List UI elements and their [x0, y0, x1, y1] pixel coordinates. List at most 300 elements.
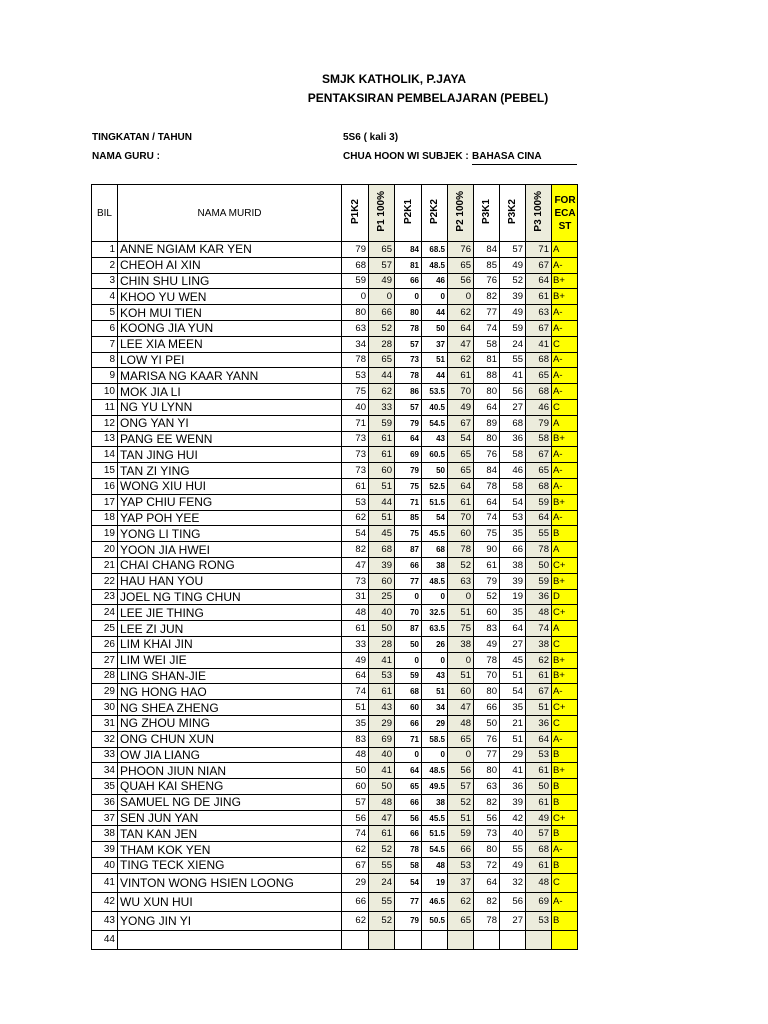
p2k2-cell: 46.5	[422, 892, 448, 911]
p1k2-cell: 63	[342, 320, 369, 336]
p1k2-cell: 73	[342, 573, 369, 589]
p2k2-cell: 52.5	[422, 478, 448, 494]
p3k1-cell: 64	[474, 873, 500, 892]
p2k1-cell: 64	[395, 431, 422, 447]
row-bil: 23	[92, 589, 118, 605]
p3-100-cell: 57	[526, 826, 552, 842]
student-name: LOW YI PEI	[118, 352, 342, 368]
table-row	[92, 494, 578, 510]
p1k2-cell: 68	[342, 257, 369, 273]
table-row	[92, 700, 578, 716]
p3k1-cell	[474, 930, 500, 949]
p2-100-cell	[448, 930, 474, 949]
student-name: VINTON WONG HSIEN LOONG	[118, 873, 342, 892]
assessment-title: PENTAKSIRAN PEMBELAJARAN (PEBEL)	[307, 91, 549, 105]
student-name: MARISA NG KAAR YANN	[118, 368, 342, 384]
forecast-cell: A-	[552, 684, 578, 700]
row-bil: 11	[92, 399, 118, 415]
p2k2-cell: 26	[422, 636, 448, 652]
forecast-cell: A	[552, 242, 578, 258]
row-bil: 15	[92, 463, 118, 479]
form-value: 5S6 ( kali 3)	[343, 132, 399, 143]
p1k2-cell: 56	[342, 810, 369, 826]
school-title: SMJK KATHOLIK, P.JAYA	[321, 72, 467, 86]
p1-100-cell: 45	[369, 526, 395, 542]
p1-100-cell: 62	[369, 384, 395, 400]
student-name: CHEOH AI XIN	[118, 257, 342, 273]
p2-100-cell: 63	[448, 573, 474, 589]
table-row	[92, 731, 578, 747]
p1k2-cell: 79	[342, 242, 369, 258]
p3-100-cell: 61	[526, 763, 552, 779]
forecast-cell: B	[552, 858, 578, 874]
p2k2-cell: 34	[422, 700, 448, 716]
forecast-cell: A	[552, 542, 578, 558]
row-bil: 40	[92, 858, 118, 874]
p3k1-cell: 73	[474, 826, 500, 842]
table-row	[92, 892, 578, 911]
p3k2-cell: 24	[500, 336, 526, 352]
p2k1-cell: 79	[395, 463, 422, 479]
p3k2-cell: 52	[500, 273, 526, 289]
table-row	[92, 930, 578, 949]
p3-100-cell: 36	[526, 589, 552, 605]
p2-100-cell: 56	[448, 273, 474, 289]
p1k2-cell: 34	[342, 336, 369, 352]
forecast-cell: C	[552, 399, 578, 415]
p2-100-cell: 64	[448, 320, 474, 336]
student-name: HAU HAN YOU	[118, 573, 342, 589]
forecast-cell: C+	[552, 700, 578, 716]
table-row	[92, 589, 578, 605]
p2k2-cell: 32.5	[422, 605, 448, 621]
p3k2-cell: 55	[500, 842, 526, 858]
forecast-cell: C	[552, 336, 578, 352]
student-name: NG SHEA ZHENG	[118, 700, 342, 716]
p2k2-cell: 0	[422, 652, 448, 668]
p3k2-cell: 68	[500, 415, 526, 431]
p3k1-cell: 64	[474, 494, 500, 510]
p2-100-cell: 61	[448, 368, 474, 384]
p1k2-cell: 78	[342, 352, 369, 368]
p3k2-cell: 36	[500, 431, 526, 447]
p3k2-cell: 64	[500, 621, 526, 637]
p2-100-cell: 60	[448, 684, 474, 700]
table-row	[92, 463, 578, 479]
p3-100-cell: 63	[526, 305, 552, 321]
p3k2-cell: 58	[500, 447, 526, 463]
col-p3-100: P3 100%	[526, 185, 552, 242]
p3k2-cell: 51	[500, 731, 526, 747]
p3-100-cell: 58	[526, 431, 552, 447]
p2k1-cell: 73	[395, 352, 422, 368]
p1k2-cell: 60	[342, 779, 369, 795]
p2-100-cell: 52	[448, 557, 474, 573]
row-bil: 9	[92, 368, 118, 384]
p3-100-cell: 61	[526, 668, 552, 684]
forecast-cell: C	[552, 636, 578, 652]
p3-100-cell: 61	[526, 858, 552, 874]
p2k1-cell: 66	[395, 273, 422, 289]
col-p1k2: P1K2	[342, 185, 369, 242]
p2k2-cell: 50	[422, 463, 448, 479]
student-name: PHOON JIUN NIAN	[118, 763, 342, 779]
forecast-cell: A-	[552, 384, 578, 400]
p1-100-cell: 28	[369, 636, 395, 652]
p1k2-cell: 61	[342, 621, 369, 637]
p2k1-cell: 60	[395, 700, 422, 716]
student-name: CHIN SHU LING	[118, 273, 342, 289]
col-p2k2: P2K2	[422, 185, 448, 242]
p2-100-cell: 51	[448, 810, 474, 826]
p2k2-cell: 45.5	[422, 810, 448, 826]
p2-100-cell: 61	[448, 494, 474, 510]
p3k1-cell: 64	[474, 399, 500, 415]
table-row	[92, 911, 578, 930]
table-row	[92, 273, 578, 289]
p1-100-cell: 25	[369, 589, 395, 605]
student-name: MOK JIA LI	[118, 384, 342, 400]
student-name: CHAI CHANG RONG	[118, 557, 342, 573]
p3k1-cell: 80	[474, 384, 500, 400]
p1k2-cell: 31	[342, 589, 369, 605]
p3-100-cell	[526, 930, 552, 949]
student-name: LEE XIA MEEN	[118, 336, 342, 352]
p3-100-cell: 50	[526, 779, 552, 795]
col-p2-100: P2 100%	[448, 185, 474, 242]
p2k1-cell: 84	[395, 242, 422, 258]
p3k1-cell: 83	[474, 621, 500, 637]
table-row	[92, 526, 578, 542]
p2-100-cell: 70	[448, 510, 474, 526]
student-name: LIM KHAI JIN	[118, 636, 342, 652]
p1-100-cell: 65	[369, 352, 395, 368]
p2k1-cell: 78	[395, 842, 422, 858]
p2k1-cell: 66	[395, 715, 422, 731]
p1-100-cell: 41	[369, 652, 395, 668]
p2k2-cell: 46	[422, 273, 448, 289]
p3k2-cell: 57	[500, 242, 526, 258]
row-bil: 18	[92, 510, 118, 526]
row-bil: 32	[92, 731, 118, 747]
p3k1-cell: 76	[474, 731, 500, 747]
header-row	[92, 185, 578, 242]
student-name: LEE ZI JUN	[118, 621, 342, 637]
p1k2-cell: 53	[342, 494, 369, 510]
p3-100-cell: 67	[526, 320, 552, 336]
table-row	[92, 320, 578, 336]
row-bil: 13	[92, 431, 118, 447]
p3-100-cell: 64	[526, 273, 552, 289]
p3k2-cell: 54	[500, 684, 526, 700]
p3k1-cell: 84	[474, 242, 500, 258]
student-name: NG ZHOU MING	[118, 715, 342, 731]
p2k1-cell: 57	[395, 399, 422, 415]
p2k1-cell: 50	[395, 636, 422, 652]
forecast-cell: A-	[552, 892, 578, 911]
p1-100-cell: 49	[369, 273, 395, 289]
p2k1-cell: 87	[395, 621, 422, 637]
row-bil: 6	[92, 320, 118, 336]
student-name: WU XUN HUI	[118, 892, 342, 911]
p3-100-cell: 61	[526, 794, 552, 810]
p1k2-cell: 50	[342, 763, 369, 779]
p1-100-cell: 52	[369, 842, 395, 858]
row-bil: 29	[92, 684, 118, 700]
p2k2-cell: 45.5	[422, 526, 448, 542]
forecast-cell: B+	[552, 289, 578, 305]
forecast-cell: A-	[552, 510, 578, 526]
p2k2-cell: 44	[422, 305, 448, 321]
p3k2-cell: 51	[500, 668, 526, 684]
student-name: QUAH KAI SHENG	[118, 779, 342, 795]
p2k1-cell: 77	[395, 892, 422, 911]
p3k2-cell: 27	[500, 636, 526, 652]
p2-100-cell: 49	[448, 399, 474, 415]
p2k1-cell: 70	[395, 605, 422, 621]
p3-100-cell: 64	[526, 510, 552, 526]
forecast-cell: C	[552, 873, 578, 892]
student-name: JOEL NG TING CHUN	[118, 589, 342, 605]
row-bil: 16	[92, 478, 118, 494]
row-bil: 36	[92, 794, 118, 810]
p1-100-cell: 39	[369, 557, 395, 573]
table-row	[92, 478, 578, 494]
p3k1-cell: 63	[474, 779, 500, 795]
col-p3k1: P3K1	[474, 185, 500, 242]
p2-100-cell: 37	[448, 873, 474, 892]
row-bil: 4	[92, 289, 118, 305]
p1k2-cell: 82	[342, 542, 369, 558]
p1k2-cell: 40	[342, 399, 369, 415]
p3k2-cell: 29	[500, 747, 526, 763]
p3k1-cell: 84	[474, 463, 500, 479]
p3-100-cell: 38	[526, 636, 552, 652]
p2k1-cell: 68	[395, 684, 422, 700]
student-name: TAN KAN JEN	[118, 826, 342, 842]
p3k1-cell: 80	[474, 763, 500, 779]
p1k2-cell: 73	[342, 431, 369, 447]
p2k2-cell: 48.5	[422, 763, 448, 779]
p2-100-cell: 64	[448, 478, 474, 494]
student-name: TAN JING HUI	[118, 447, 342, 463]
p2-100-cell: 75	[448, 621, 474, 637]
teacher-label: NAMA GURU :	[92, 151, 160, 162]
student-name: YONG JIN YI	[118, 911, 342, 930]
table-row	[92, 779, 578, 795]
p3-100-cell: 68	[526, 352, 552, 368]
p3-100-cell: 68	[526, 478, 552, 494]
p3-100-cell: 67	[526, 257, 552, 273]
table-row	[92, 415, 578, 431]
p3k1-cell: 78	[474, 911, 500, 930]
p1-100-cell: 44	[369, 368, 395, 384]
p3-100-cell: 46	[526, 399, 552, 415]
forecast-cell: B	[552, 794, 578, 810]
p3k2-cell: 39	[500, 289, 526, 305]
table-row	[92, 794, 578, 810]
student-name: OW JIA LIANG	[118, 747, 342, 763]
p2k1-cell: 77	[395, 573, 422, 589]
p3-100-cell: 64	[526, 731, 552, 747]
p3k2-cell: 46	[500, 463, 526, 479]
p1-100-cell: 40	[369, 747, 395, 763]
p2k2-cell	[422, 930, 448, 949]
p1k2-cell: 71	[342, 415, 369, 431]
p3k2-cell: 42	[500, 810, 526, 826]
p1-100-cell: 61	[369, 431, 395, 447]
p2k1-cell: 71	[395, 731, 422, 747]
p2-100-cell: 67	[448, 415, 474, 431]
col-bil: BIL	[92, 185, 118, 242]
row-bil: 42	[92, 892, 118, 911]
p2-100-cell: 54	[448, 431, 474, 447]
p1k2-cell: 75	[342, 384, 369, 400]
row-bil: 12	[92, 415, 118, 431]
p2k2-cell: 51	[422, 352, 448, 368]
p3-100-cell: 65	[526, 368, 552, 384]
p2-100-cell: 65	[448, 447, 474, 463]
row-bil: 17	[92, 494, 118, 510]
table-row	[92, 447, 578, 463]
p3k1-cell: 77	[474, 747, 500, 763]
p3-100-cell: 69	[526, 892, 552, 911]
forecast-cell: A-	[552, 257, 578, 273]
form-label: TINGKATAN / TAHUN	[92, 132, 192, 143]
p2k2-cell: 19	[422, 873, 448, 892]
p2k2-cell: 43	[422, 431, 448, 447]
p2k1-cell: 69	[395, 447, 422, 463]
table-row	[92, 242, 578, 258]
p1k2-cell: 73	[342, 463, 369, 479]
col-forecast: FOR ECA ST	[552, 185, 578, 242]
p3k2-cell: 49	[500, 305, 526, 321]
p1k2-cell: 48	[342, 747, 369, 763]
row-bil: 1	[92, 242, 118, 258]
p2-100-cell: 78	[448, 542, 474, 558]
forecast-cell: B+	[552, 763, 578, 779]
p3k2-cell: 40	[500, 826, 526, 842]
p2k2-cell: 44	[422, 368, 448, 384]
row-bil: 25	[92, 621, 118, 637]
table-row	[92, 842, 578, 858]
forecast-cell: B+	[552, 668, 578, 684]
p2-100-cell: 65	[448, 911, 474, 930]
p3-100-cell: 74	[526, 621, 552, 637]
row-bil: 34	[92, 763, 118, 779]
student-name: PANG EE WENN	[118, 431, 342, 447]
p2k2-cell: 68	[422, 542, 448, 558]
p2k2-cell: 63.5	[422, 621, 448, 637]
student-name: SAMUEL NG DE JING	[118, 794, 342, 810]
p3k1-cell: 61	[474, 557, 500, 573]
p1k2-cell: 54	[342, 526, 369, 542]
forecast-cell: B	[552, 779, 578, 795]
forecast-cell: A-	[552, 352, 578, 368]
p2k2-cell: 0	[422, 589, 448, 605]
table-row	[92, 668, 578, 684]
student-name: WONG XIU HUI	[118, 478, 342, 494]
forecast-cell: C+	[552, 605, 578, 621]
p2-100-cell: 62	[448, 892, 474, 911]
p2k1-cell: 71	[395, 494, 422, 510]
student-name: LIM WEI JIE	[118, 652, 342, 668]
student-name: LEE JIE THING	[118, 605, 342, 621]
p2k2-cell: 49.5	[422, 779, 448, 795]
student-name: TING TECK XIENG	[118, 858, 342, 874]
table-row	[92, 431, 578, 447]
p2k1-cell: 78	[395, 320, 422, 336]
p3k2-cell: 21	[500, 715, 526, 731]
row-bil: 21	[92, 557, 118, 573]
p3k1-cell: 49	[474, 636, 500, 652]
student-name: KOH MUI TIEN	[118, 305, 342, 321]
p2-100-cell: 47	[448, 336, 474, 352]
table-row	[92, 557, 578, 573]
row-bil: 3	[92, 273, 118, 289]
p2-100-cell: 38	[448, 636, 474, 652]
forecast-cell: B+	[552, 573, 578, 589]
student-name: TAN ZI YING	[118, 463, 342, 479]
row-bil: 14	[92, 447, 118, 463]
p1k2-cell: 57	[342, 794, 369, 810]
student-name: ONG YAN YI	[118, 415, 342, 431]
p3k1-cell: 79	[474, 573, 500, 589]
p2k1-cell: 54	[395, 873, 422, 892]
p2-100-cell: 53	[448, 858, 474, 874]
p1k2-cell: 62	[342, 510, 369, 526]
table-row	[92, 621, 578, 637]
p2-100-cell: 65	[448, 731, 474, 747]
p2-100-cell: 51	[448, 668, 474, 684]
p3k2-cell: 59	[500, 320, 526, 336]
p1-100-cell: 55	[369, 892, 395, 911]
p3-100-cell: 53	[526, 747, 552, 763]
p2k1-cell: 59	[395, 668, 422, 684]
table-row	[92, 715, 578, 731]
p1-100-cell: 68	[369, 542, 395, 558]
student-name	[118, 930, 342, 949]
p1-100-cell: 50	[369, 621, 395, 637]
p2-100-cell: 60	[448, 526, 474, 542]
p2k1-cell: 0	[395, 589, 422, 605]
p3-100-cell: 65	[526, 463, 552, 479]
col-nama-murid: NAMA MURID	[118, 185, 342, 242]
p2k1-cell: 58	[395, 858, 422, 874]
p3k2-cell: 53	[500, 510, 526, 526]
table-row	[92, 873, 578, 892]
row-bil: 27	[92, 652, 118, 668]
p3k1-cell: 50	[474, 715, 500, 731]
teacher-value: CHUA HOON WI SUBJEK :	[343, 151, 469, 162]
forecast-cell: D	[552, 589, 578, 605]
p1-100-cell: 53	[369, 668, 395, 684]
p3k2-cell: 55	[500, 352, 526, 368]
forecast-cell: B	[552, 526, 578, 542]
p3k1-cell: 90	[474, 542, 500, 558]
row-bil: 2	[92, 257, 118, 273]
student-name: ANNE NGIAM KAR YEN	[118, 242, 342, 258]
table-row	[92, 858, 578, 874]
p1-100-cell: 60	[369, 573, 395, 589]
p2k1-cell: 79	[395, 415, 422, 431]
p1-100-cell: 43	[369, 700, 395, 716]
p2k2-cell: 51	[422, 684, 448, 700]
p3k2-cell: 56	[500, 384, 526, 400]
p3-100-cell: 36	[526, 715, 552, 731]
p1k2-cell: 64	[342, 668, 369, 684]
student-name: YAP POH YEE	[118, 510, 342, 526]
